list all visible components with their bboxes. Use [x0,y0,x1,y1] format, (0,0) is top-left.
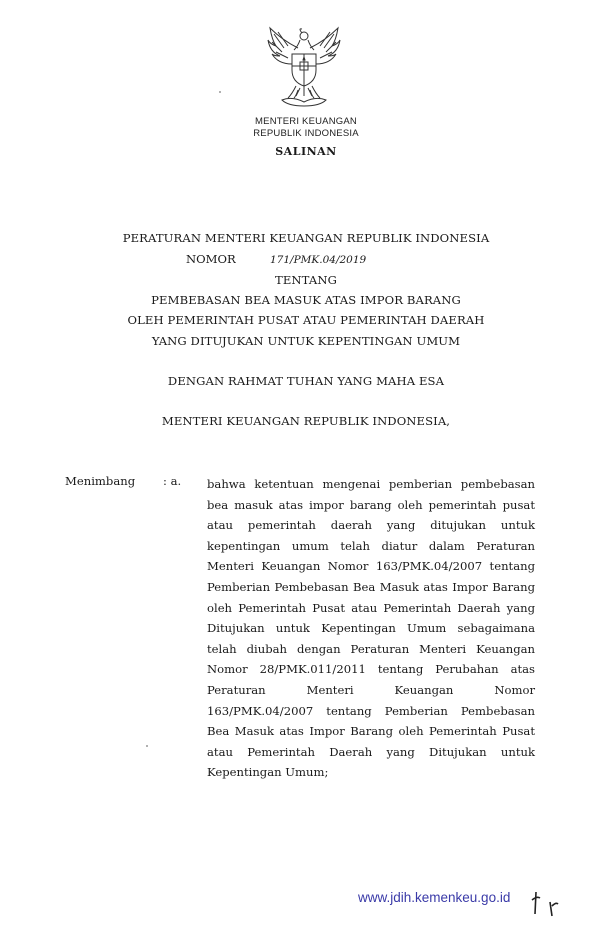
considering-label: Menimbang [65,474,136,488]
paragraph-line: Pemberian Pembebasan Bea Masuk atas Impor Barang [207,579,535,594]
nomor-value: 171/PMK.04/2019 [270,254,367,266]
item-marker: : a. [163,474,182,488]
paragraph-line: Menteri Keuangan Nomor 163/PMK.04/2007 tentang [207,559,535,574]
tentang-label: TENTANG [275,273,337,287]
subject-line-3: YANG DITUJUKAN UNTUK KEPENTINGAN UMUM [151,334,461,348]
scan-speck [219,91,221,93]
nomor-label: NOMOR [186,252,236,266]
regulation-title: PERATURAN MENTERI KEUANGAN REPUBLIK INDONESIA [122,231,490,245]
institution-line-1: MENTERI KEUANGAN [255,116,357,127]
paragraph-line: atau pemerintah daerah yang ditujukan untuk [207,518,535,533]
scan-speck [146,745,148,747]
garuda-emblem-icon [262,26,346,110]
paragraph-line: bahwa ketentuan mengenai pemberian pembebasan [207,477,535,491]
paragraph-line: 163/PMK.04/2007 tentang Pemberian Pembebasan [207,703,535,718]
considering-paragraph [207,474,535,783]
paragraph-line: atau Pemerintah Daerah yang Ditujukan untuk [207,744,535,759]
subject-line-2: OLEH PEMERINTAH PUSAT ATAU PEMERINTAH DAERAH [127,313,485,327]
paragraph-line: Nomor 28/PMK.011/2011 tentang Perubahan atas [207,662,535,677]
paragraph-line: bea masuk atas impor barang oleh pemerintah pusat [207,497,535,512]
institution-line-2: REPUBLIK INDONESIA [253,128,359,139]
authority-statement: MENTERI KEUANGAN REPUBLIK INDONESIA, [161,414,451,428]
copy-mark: SALINAN [275,145,337,158]
paragraph-line: telah diubah dengan Peraturan Menteri Keuangan [207,641,535,656]
jdih-website-link[interactable]: www.jdih.kemenkeu.go.id [358,890,511,905]
paragraph-line: Ditujukan untuk Kepentingan Umum sebagaimana [207,621,535,636]
grace-statement: DENGAN RAHMAT TUHAN YANG MAHA ESA [167,374,445,388]
paragraph-line: Kepentingan Umum; [207,765,329,780]
paragraph-line: Bea Masuk atas Impor Barang oleh Pemerintah Pusat [207,724,535,739]
paragraph-line: kepentingan umum telah diatur dalam Peraturan [207,538,535,553]
subject-line-1: PEMBEBASAN BEA MASUK ATAS IMPOR BARANG [151,293,461,307]
paragraph-line: Peraturan Menteri Keuangan Nomor [207,682,535,697]
initial-signature-icon [528,888,562,918]
paragraph-line: oleh Pemerintah Pusat atau Pemerintah Daerah yang [207,600,535,615]
